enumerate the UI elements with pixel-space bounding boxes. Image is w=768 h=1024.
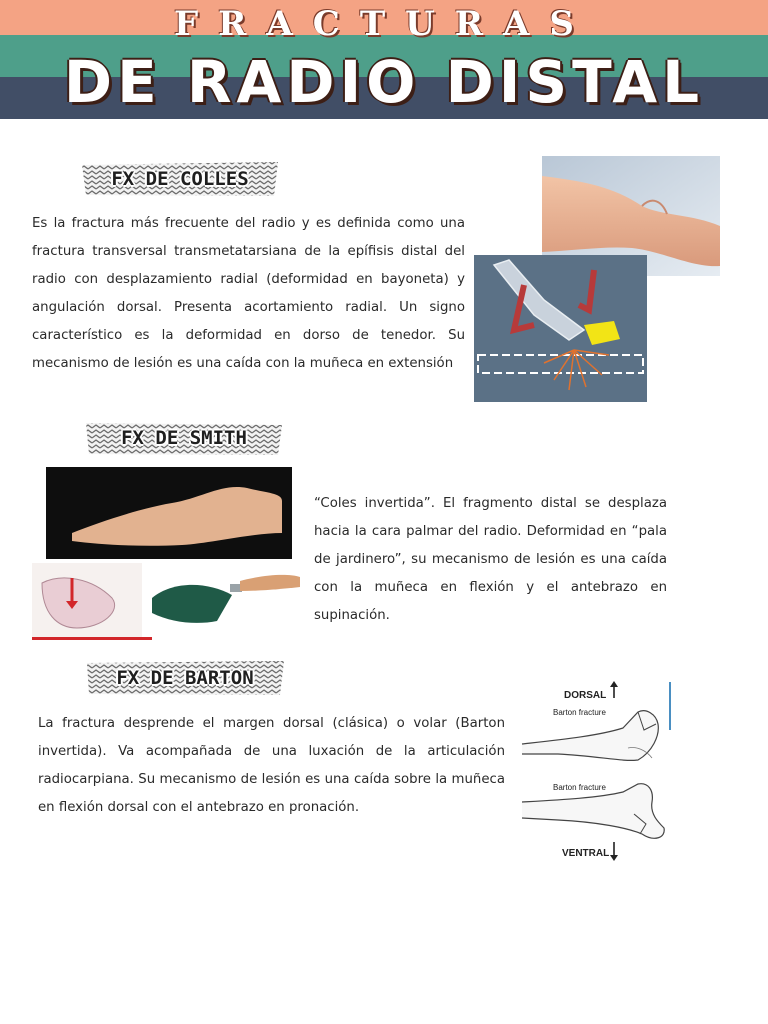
page-title: DE RADIO DISTAL [63,48,705,116]
section-title: FX DE SMITH [121,427,247,449]
section-tag-colles [80,160,280,198]
barton-label-bottom: Barton fracture [553,783,606,792]
section-text-colles: Es la fractura más frecuente del radio y es definida como una fractura transversal transmetatarsiana de la epífisis distal del radio con desplazamiento radial (deformidad en bayoneta) y angulación dorsal. Presenta acortamiento radial. Un signo característico es la deformidad en dorso de tenedor. Su mecanismo de lesión es una caída con la muñeca en extensión [32,216,465,371]
dorsal-label: DORSAL [564,690,607,701]
section-title: FX DE BARTON [116,667,254,689]
barton-fracture-diagram [518,678,674,864]
colles-mechanism-diagram [474,255,647,402]
header-banner [0,0,768,119]
section-text-smith: “Coles invertida”. El fragmento distal se desplaza hacia la cara palmar del radio. Deformidad en “pala de jardinero”, su mecanismo de lesión es una caída con la muñeca en flexión y el antebrazo en supinación. [314,496,667,623]
page-title-top: FRACTURAS [174,4,594,44]
section-text-barton: La fractura desprende el margen dorsal (clásica) o volar (Barton invertida). Va acompañada de una luxación de la articulación radiocarpiana. Su mecanismo de lesión es una caída sobre la muñeca en flexión dorsal con el antebrazo en pronación. [38,716,505,815]
section-tag-smith [84,419,284,457]
section-tag-barton [84,659,286,697]
ventral-label: VENTRAL [562,848,610,859]
smith-composite-image [32,463,305,640]
section-title: FX DE COLLES [111,168,249,190]
barton-label-top: Barton fracture [553,708,606,717]
